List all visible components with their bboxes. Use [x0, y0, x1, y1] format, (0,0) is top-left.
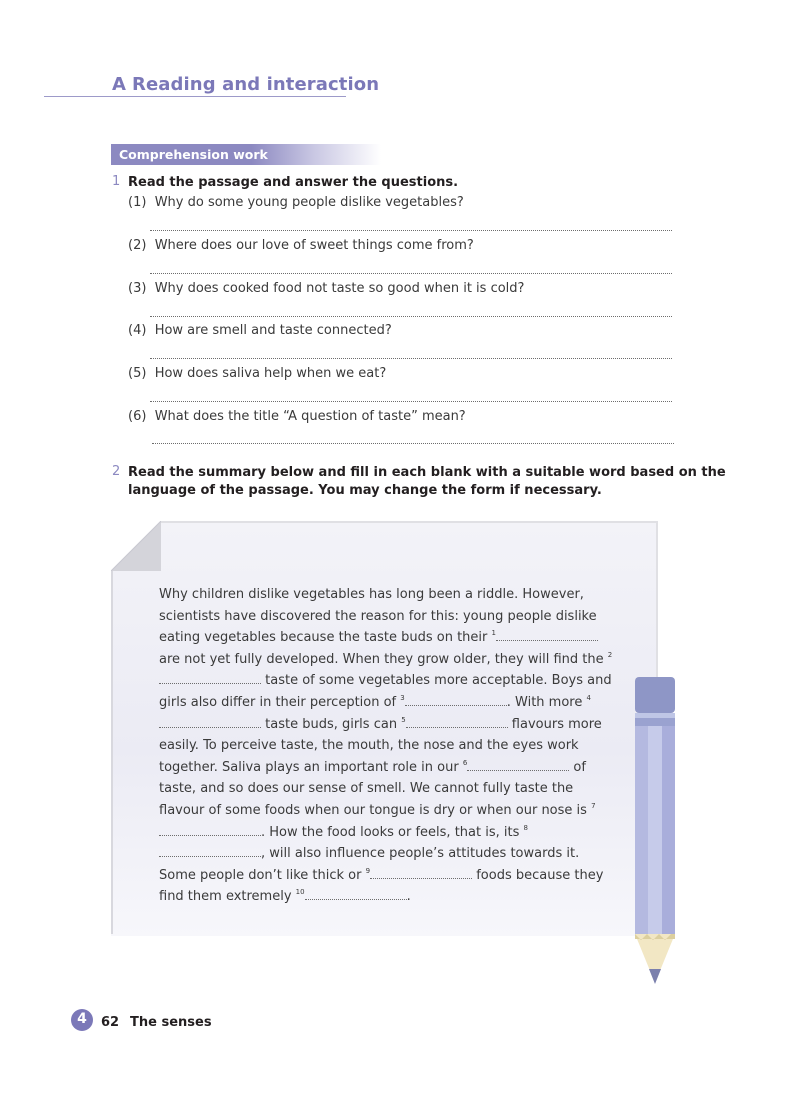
summary-segment: . With more	[506, 694, 587, 710]
chapter-number: 4	[77, 1011, 87, 1027]
exercise-1-number: 1	[112, 174, 121, 189]
comprehension-work-banner	[111, 144, 381, 165]
blank-number: 7	[591, 801, 596, 810]
question-text: What does the title “A question of taste” mean?	[154, 409, 466, 424]
summary-segment: foods because they find them extremely	[159, 867, 604, 905]
section-title-text: Reading and interaction	[132, 74, 380, 95]
question-3	[128, 281, 524, 296]
question-number: (2)	[128, 238, 147, 253]
answer-line-1[interactable]	[150, 230, 672, 231]
blank-8[interactable]	[159, 843, 261, 857]
question-text: Why do some young people dislike vegetables?	[154, 195, 464, 210]
blank-number: 9	[365, 866, 371, 875]
blank-1[interactable]	[496, 627, 598, 641]
blank-4[interactable]	[159, 714, 261, 728]
answer-line-2[interactable]	[150, 273, 672, 274]
exercise-1-instruction: Read the passage and answer the questions.	[128, 175, 459, 190]
question-4	[128, 323, 392, 338]
blank-10[interactable]	[305, 886, 407, 900]
exercise-2-number: 2	[112, 464, 121, 479]
pencil-icon	[634, 677, 676, 987]
blank-7[interactable]	[159, 822, 261, 836]
question-number: (6)	[128, 409, 147, 424]
summary-segment: Why children dislike vegetables has long been a riddle. However, scientists have discovered the reason for this: young people dislike eating vegetables because the taste buds on their	[159, 587, 597, 646]
question-5	[128, 366, 386, 381]
question-text: How does saliva help when we eat?	[154, 366, 387, 381]
blank-number: 1	[491, 629, 496, 638]
summary-segment: .	[406, 889, 411, 905]
exercise-2-instruction-line-1: Read the summary below and fill in each blank with a suitable word based on the	[128, 465, 726, 480]
summary-card-edge	[111, 570, 113, 934]
blank-9[interactable]	[370, 865, 472, 879]
page-fold-corner	[111, 521, 161, 571]
question-text: How are smell and taste connected?	[154, 323, 392, 338]
blank-number: 4	[586, 693, 591, 702]
answer-line-6[interactable]	[152, 443, 674, 444]
question-number: (3)	[128, 281, 147, 296]
blank-number: 3	[400, 693, 405, 702]
comprehension-work-label: Comprehension work	[119, 147, 268, 162]
section-title	[112, 74, 379, 95]
answer-line-4[interactable]	[150, 358, 672, 359]
blank-number: 6	[462, 758, 468, 767]
summary-segment: flavours more easily. To perceive taste, the mouth, the nose and the eyes work together. Saliva plays an important role in our	[159, 716, 602, 775]
blank-number: 10	[295, 888, 305, 897]
question-text: Why does cooked food not taste so good when it is cold?	[154, 281, 525, 296]
summary-segment: of taste, and so does our sense of smell. We cannot fully taste the flavour of some foods when our tongue is dry or when our nose is	[159, 759, 592, 818]
summary-segment: , will also influence people’s attitudes towards it. Some people don’t like thick or	[159, 846, 580, 883]
blank-3[interactable]	[405, 692, 507, 706]
blank-number: 8	[523, 823, 528, 832]
blank-6[interactable]	[467, 757, 569, 771]
question-number: (5)	[128, 366, 147, 381]
summary-text	[159, 584, 619, 908]
section-divider	[44, 96, 346, 97]
blank-number: 2	[607, 650, 613, 659]
summary-segment: . How the food looks or feels, that is, its	[261, 824, 524, 840]
answer-line-5[interactable]	[150, 401, 672, 402]
exercise-2-instruction-line-2: language of the passage. You may change the form if necessary.	[128, 483, 602, 498]
summary-segment: taste of some vegetables more acceptable. Boys and girls also differ in their perception of	[159, 673, 612, 710]
answer-line-3[interactable]	[150, 316, 672, 317]
exercise-2-instruction	[128, 464, 726, 500]
question-6	[128, 409, 466, 424]
section-letter: A	[112, 74, 127, 95]
chapter-title: The senses	[130, 1015, 212, 1030]
page-number: 62	[101, 1015, 120, 1030]
blank-5[interactable]	[406, 714, 508, 728]
summary-segment: are not yet fully developed. When they grow older, they will find the	[159, 651, 608, 667]
question-text: Where does our love of sweet things come from?	[154, 238, 474, 253]
question-1	[128, 195, 464, 210]
blank-number: 5	[401, 715, 406, 724]
question-number: (4)	[128, 323, 147, 338]
summary-segment: taste buds, girls can	[261, 716, 402, 732]
blank-2[interactable]	[159, 670, 261, 684]
question-number: (1)	[128, 195, 147, 210]
question-2	[128, 238, 474, 253]
